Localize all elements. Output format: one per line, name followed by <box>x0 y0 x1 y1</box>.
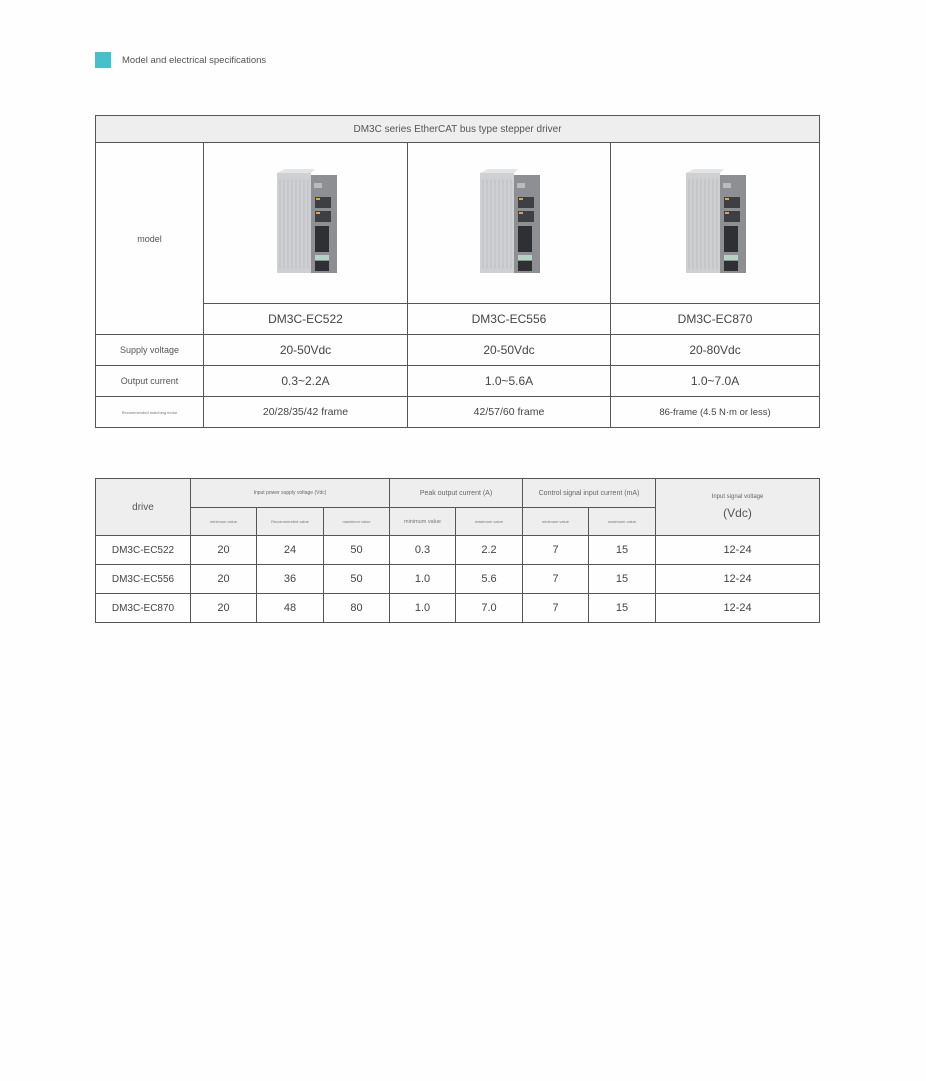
drive-name: DM3C-EC870 <box>96 594 191 623</box>
product-image-cell <box>204 143 408 304</box>
ctrl-min-header: minimum value <box>523 508 589 536</box>
section-title: Model and electrical specifications <box>122 54 267 66</box>
input-max-header: maximum value <box>324 508 390 536</box>
table-title: DM3C series EtherCAT bus type stepper driver <box>96 116 820 143</box>
input-rec-header: Recommended value <box>257 508 324 536</box>
input-min-value: 20 <box>191 565 257 594</box>
section-header <box>95 52 266 68</box>
input-signal-label: Input signal voltage <box>711 494 764 500</box>
row-label-output-current: Output current <box>96 366 204 397</box>
output-current-value: 1.0~7.0A <box>611 366 820 397</box>
row-label-recommended-motor: Recommended matching motor <box>96 397 204 428</box>
peak-min-value: 1.0 <box>390 565 456 594</box>
model-name: DM3C-EC522 <box>204 304 408 335</box>
product-image-cell <box>611 143 820 304</box>
input-signal-unit: (Vdc) <box>723 506 752 520</box>
drive-name: DM3C-EC556 <box>96 565 191 594</box>
peak-max-value: 2.2 <box>456 536 523 565</box>
ctrl-min-value: 7 <box>523 536 589 565</box>
row-label-supply-voltage: Supply voltage <box>96 335 204 366</box>
ctrl-min-value: 7 <box>523 565 589 594</box>
input-max-value: 50 <box>324 536 390 565</box>
output-current-value: 1.0~5.6A <box>408 366 611 397</box>
peak-min-header: minimum value <box>390 508 456 536</box>
input-rec-value: 48 <box>257 594 324 623</box>
electrical-spec-table <box>95 478 820 623</box>
input-min-value: 20 <box>191 536 257 565</box>
table-row <box>96 594 820 623</box>
product-image-cell <box>408 143 611 304</box>
peak-min-value: 0.3 <box>390 536 456 565</box>
peak-max-value: 7.0 <box>456 594 523 623</box>
table-row <box>96 565 820 594</box>
ctrl-max-value: 15 <box>589 565 656 594</box>
input-power-header: Input power supply voltage (Vdc) <box>191 479 390 508</box>
output-current-value: 0.3~2.2A <box>204 366 408 397</box>
signal-voltage-value: 12-24 <box>656 565 820 594</box>
input-min-header: minimum value <box>191 508 257 536</box>
row-label-model: model <box>96 143 204 335</box>
peak-output-header: Peak output current (A) <box>390 479 523 508</box>
input-min-value: 20 <box>191 594 257 623</box>
stepper-driver-image <box>275 169 337 277</box>
signal-voltage-value: 12-24 <box>656 536 820 565</box>
control-signal-header: Control signal input current (mA) <box>523 479 656 508</box>
model-spec-table <box>95 115 820 428</box>
signal-voltage-value: 12-24 <box>656 594 820 623</box>
supply-voltage-value: 20-80Vdc <box>611 335 820 366</box>
input-rec-value: 24 <box>257 536 324 565</box>
ctrl-max-value: 15 <box>589 536 656 565</box>
section-marker <box>95 52 111 68</box>
ctrl-max-header: maximum value <box>589 508 656 536</box>
supply-voltage-value: 20-50Vdc <box>204 335 408 366</box>
peak-max-header: maximum value <box>456 508 523 536</box>
model-name: DM3C-EC870 <box>611 304 820 335</box>
recommended-motor-value: 20/28/35/42 frame <box>204 397 408 428</box>
input-max-value: 80 <box>324 594 390 623</box>
table-row <box>96 536 820 565</box>
peak-min-value: 1.0 <box>390 594 456 623</box>
drive-name: DM3C-EC522 <box>96 536 191 565</box>
recommended-motor-value: 86-frame (4.5 N·m or less) <box>611 397 820 428</box>
drive-header: drive <box>96 479 191 536</box>
input-signal-header <box>656 479 820 536</box>
supply-voltage-value: 20-50Vdc <box>408 335 611 366</box>
ctrl-min-value: 7 <box>523 594 589 623</box>
stepper-driver-image <box>684 169 746 277</box>
recommended-motor-value: 42/57/60 frame <box>408 397 611 428</box>
model-name: DM3C-EC556 <box>408 304 611 335</box>
ctrl-max-value: 15 <box>589 594 656 623</box>
peak-max-value: 5.6 <box>456 565 523 594</box>
stepper-driver-image <box>478 169 540 277</box>
input-max-value: 50 <box>324 565 390 594</box>
input-rec-value: 36 <box>257 565 324 594</box>
